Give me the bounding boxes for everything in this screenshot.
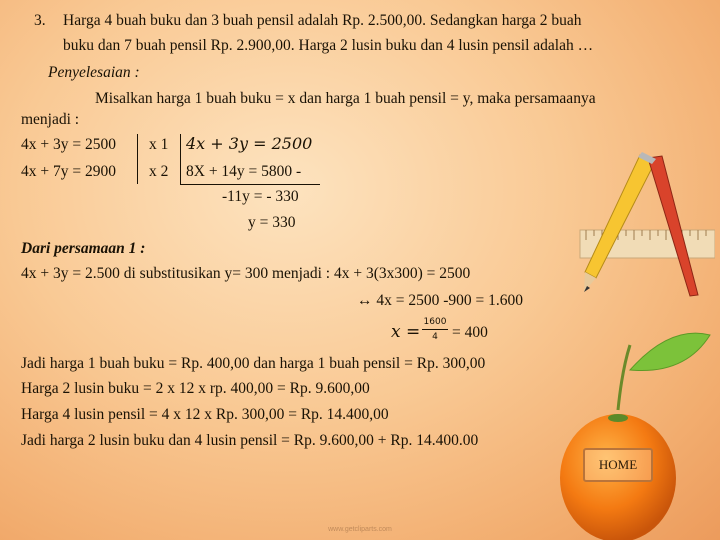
elimination-step-1: -11y = - 330 xyxy=(222,188,299,205)
elimination-step-2: y = 330 xyxy=(248,214,296,231)
answer-line-1: Jadi harga 1 buah buku = Rp. 400,00 dan harga 1 buah pensil = Rp. 300,00 xyxy=(21,355,486,372)
problem-line-2: buku dan 7 buah pensil Rp. 2.900,00. Harga 2 lusin buku dan 4 lusin pensil adalah … xyxy=(63,37,594,54)
equation-1-result: 4x + 3y = 2500 xyxy=(186,134,313,153)
equation-1-multiplier: x 1 xyxy=(149,136,169,153)
solution-heading: Penyelesaian : xyxy=(48,64,140,81)
home-button[interactable]: HOME xyxy=(583,448,653,482)
fraction-lhs: x = xyxy=(391,322,421,342)
intro-line-1: Misalkan harga 1 buah buku = x dan harga 1 buah pensil = y, maka persamaanya xyxy=(95,90,596,107)
fraction-denominator: 4 xyxy=(432,332,438,342)
equation-2-result: 8X + 14y = 5800 - xyxy=(186,163,302,180)
subtraction-line xyxy=(180,184,320,185)
problem-line-1: Harga 4 buah buku dan 3 buah pensil adalah Rp. 2.500,00. Sedangkan harga 2 buah xyxy=(63,12,582,29)
problem-number: 3. xyxy=(34,12,46,29)
ruler-pencil-illustration xyxy=(570,150,715,300)
substitution-line-1: 4x + 3y = 2.500 di substitusikan y= 300 menjadi : 4x + 3(3x300) = 2500 xyxy=(21,265,471,282)
answer-line-2: Harga 2 lusin buku = 2 x 12 x rp. 400,00 = Rp. 9.600,00 xyxy=(21,380,370,397)
answer-line-3: Harga 4 lusin pensil = 4 x 12 x Rp. 300,00 = Rp. 14.400,00 xyxy=(21,406,389,423)
substitution-heading: Dari persamaan 1 : xyxy=(21,240,146,257)
fraction-numerator: 1600 xyxy=(423,317,447,327)
pencil-icon xyxy=(584,152,698,296)
fraction-rhs: = 400 xyxy=(452,324,488,341)
fraction-bar xyxy=(422,329,448,330)
equation-2: 4x + 7y = 2900 xyxy=(21,163,116,180)
intro-line-2: menjadi : xyxy=(21,111,80,128)
orange-icon xyxy=(560,330,720,540)
divider-vertical-1 xyxy=(137,134,138,184)
equation-2-multiplier: x 2 xyxy=(149,163,169,180)
equation-1: 4x + 3y = 2500 xyxy=(21,136,116,153)
divider-vertical-2 xyxy=(180,134,181,184)
footer-watermark: www.getcliparts.com xyxy=(328,526,392,533)
substitution-line-2: ↔ 4x = 2500 -900 = 1.600 xyxy=(357,292,524,309)
answer-line-4: Jadi harga 2 lusin buku dan 4 lusin pensil = Rp. 9.600,00 + Rp. 14.400.00 xyxy=(21,432,479,449)
